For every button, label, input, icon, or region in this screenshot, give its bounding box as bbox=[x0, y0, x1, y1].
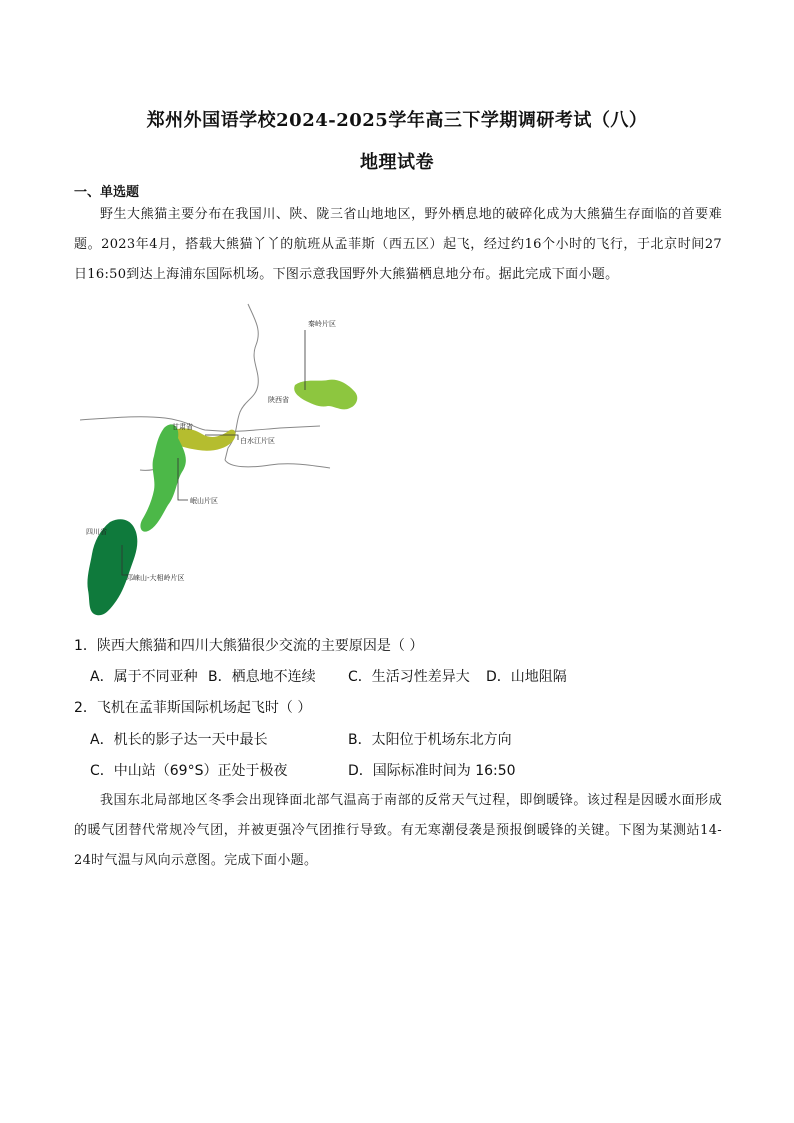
passage-1: 野生大熊猫主要分布在我国川、陕、陇三省山地地区，野外栖息地的破碎化成为大熊猫生存面临的首要难题。2023年4月，搭载大熊猫丫丫的航班从孟菲斯（西五区）起飞，经过约16个小时的飞行，于北京时间27日16:50到达上海浦东国际机场。下图示意我国野外大熊猫栖息地分布。据此完成下面小题。 bbox=[74, 207, 722, 282]
question-1-option-a: A．属于不同亚种 bbox=[90, 669, 198, 685]
label-baishuijiang: 白水江片区 bbox=[240, 437, 275, 445]
question-1-stem: 1．陕西大熊猫和四川大熊猫很少交流的主要原因是（ ） bbox=[74, 638, 424, 654]
section-heading: 一、单选题 bbox=[74, 185, 140, 200]
question-2-option-d: D．国际标准时间为 16:50 bbox=[348, 763, 516, 779]
label-minshan: 岷山片区 bbox=[190, 497, 218, 505]
question-2-option-a: A．机长的影子达一天中最长 bbox=[90, 732, 268, 748]
label-qionglai: 邛崃山-大相岭片区 bbox=[126, 574, 185, 582]
exam-subtitle: 地理试卷 bbox=[360, 152, 434, 173]
passage-2: 我国东北局部地区冬季会出现锋面北部气温高于南部的反常天气过程，即倒暖锋。该过程是因暖水面形成的暖气团替代常规冷气团，并被更强冷气团推行导致。有无寒潮侵袭是预报倒暖锋的关键。下图为某测站14-24时气温与风向示意图。完成下面小题。 bbox=[74, 793, 722, 868]
label-gansu: 甘肃省 bbox=[172, 423, 193, 431]
label-shaanxi: 陕西省 bbox=[268, 396, 289, 404]
question-1-option-c: C．生活习性差异大 bbox=[348, 669, 470, 685]
question-2-option-b: B．太阳位于机场东北方向 bbox=[348, 732, 512, 748]
question-2-stem: 2．飞机在孟菲斯国际机场起飞时（ ） bbox=[74, 700, 312, 716]
question-1-option-d: D．山地阻隔 bbox=[486, 669, 567, 685]
minshan-region bbox=[140, 424, 185, 531]
label-qinling: 秦岭片区 bbox=[308, 320, 336, 328]
panda-habitat-map bbox=[80, 300, 370, 625]
label-leaders bbox=[122, 330, 305, 575]
label-sichuan: 四川省 bbox=[86, 528, 107, 536]
question-1-option-b: B．栖息地不连续 bbox=[208, 669, 316, 685]
qinling-region bbox=[294, 380, 357, 410]
question-2-option-c: C．中山站（69°S）正处于极夜 bbox=[90, 763, 288, 779]
exam-title: 郑州外国语学校2024-2025学年高三下学期调研考试（八） bbox=[146, 110, 648, 131]
